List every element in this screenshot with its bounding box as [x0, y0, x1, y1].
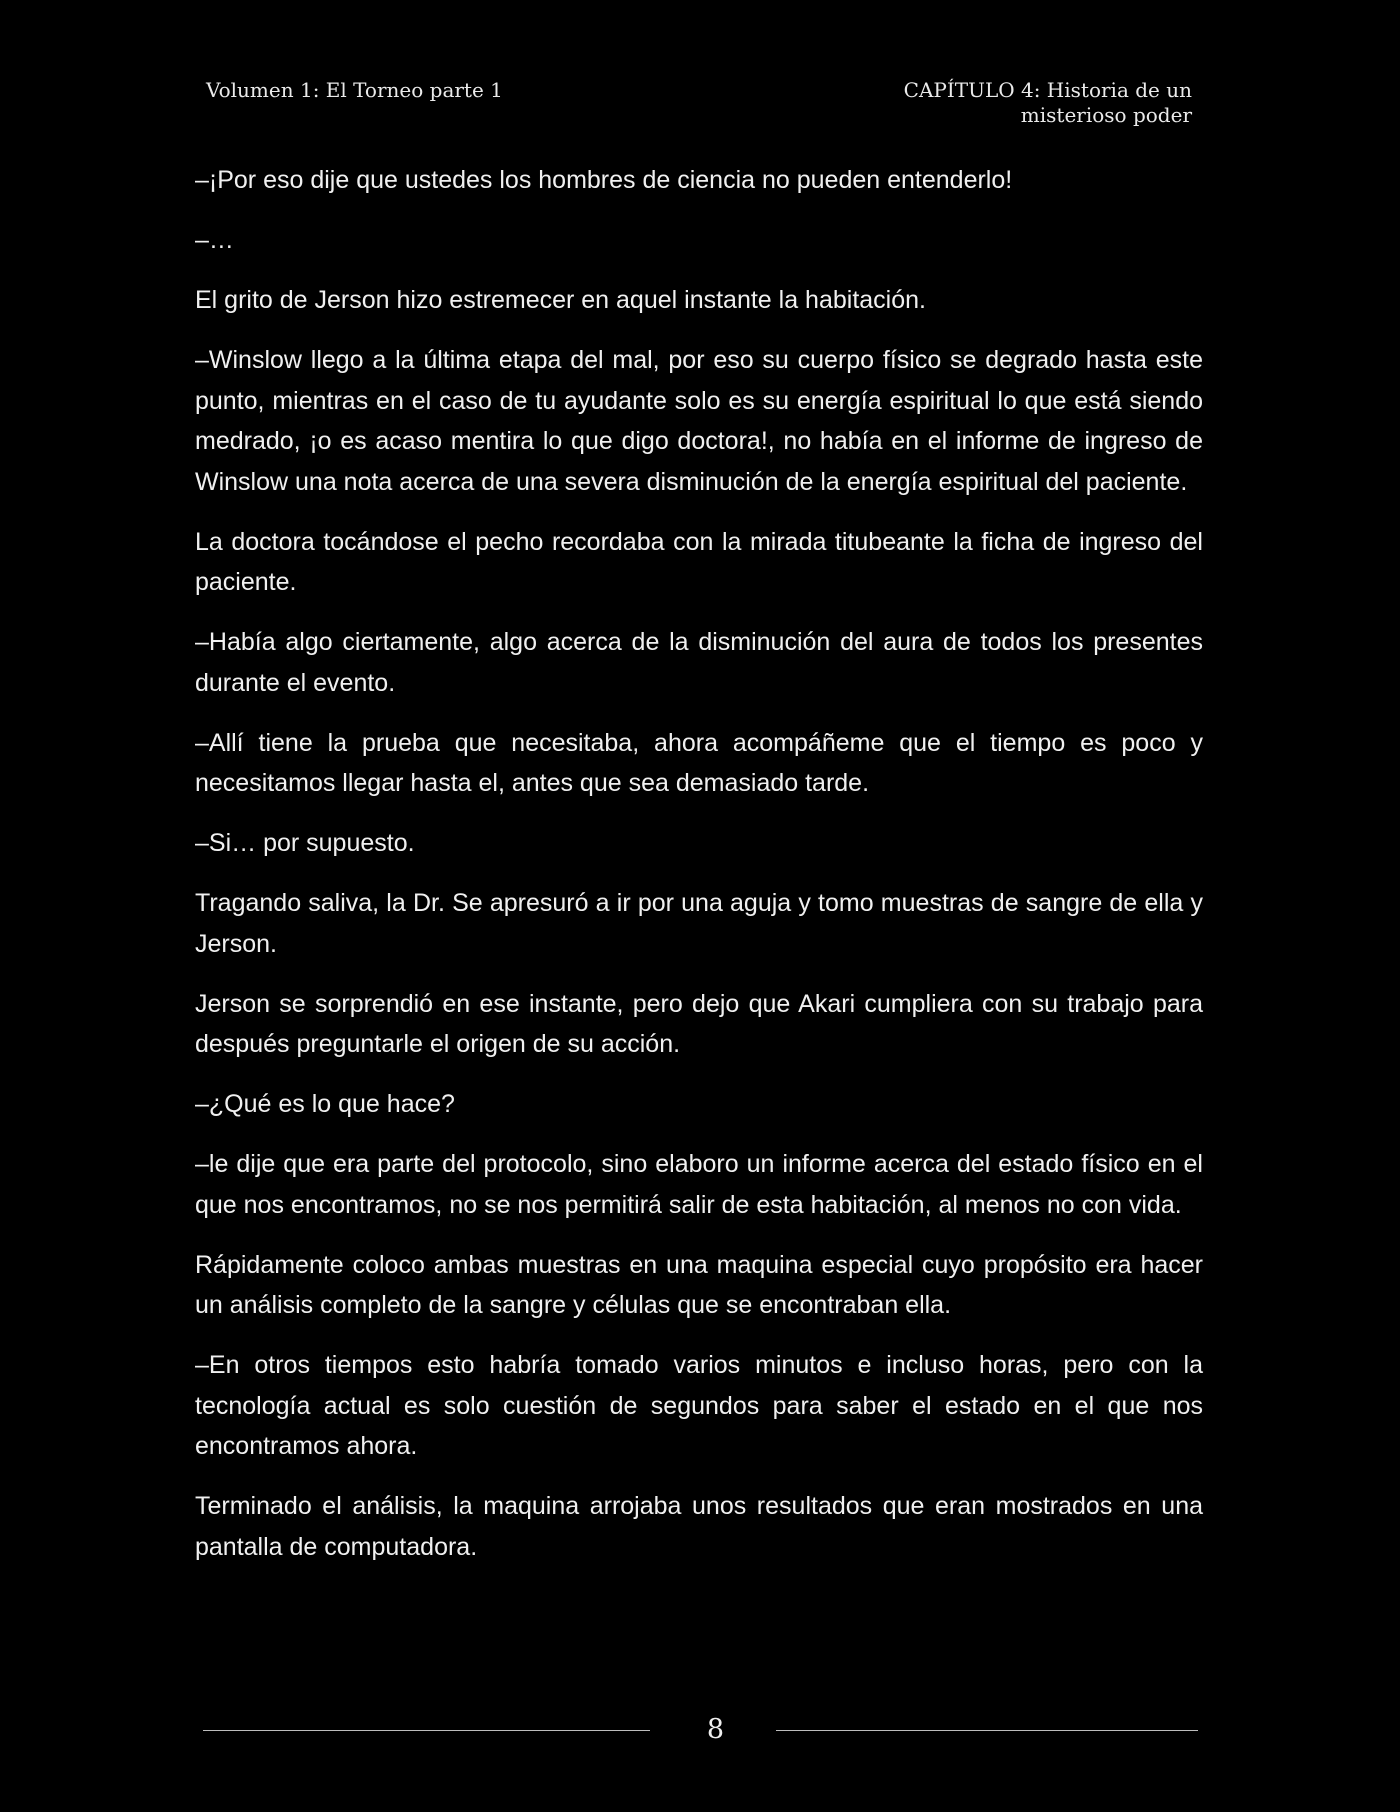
chapter-title-line-2: misterioso poder [1020, 103, 1192, 127]
paragraph: Rápidamente coloco ambas muestras en una maquina especial cuyo propósito era hacer un análisis completo de la sangre y células que se encontraban ella. [195, 1250, 1203, 1319]
paragraph: –Había algo ciertamente, algo acerca de la disminución del aura de todos los presentes durante el evento. [195, 628, 1203, 697]
paragraph: La doctora tocándose el pecho recordaba con la mirada titubeante la ficha de ingreso del paciente. [195, 527, 1203, 596]
paragraph: Terminado el análisis, la maquina arrojaba unos resultados que eran mostrados en una pantalla de computadora. [195, 1492, 1203, 1561]
paragraph: –¿Qué es lo que hace? [195, 1090, 455, 1118]
footer-rule-left [203, 1730, 650, 1731]
paragraph: –Winslow llego a la última etapa del mal, por eso su cuerpo físico se degrado hasta este punto, mientras en el caso de tu ayudante solo es su energía espiritual lo que está siendo medrado, ¡o es acaso mentira lo que digo doctora!, no había en el informe de ingreso de Winslow una nota acerca de una severa disminución de la energía espiritual del paciente. [195, 346, 1203, 496]
footer-rule-right [776, 1730, 1198, 1731]
chapter-title-line-1: CAPÍTULO 4: Historia de un [903, 78, 1192, 102]
page-number: 8 [706, 1714, 725, 1745]
page-body [195, 160, 1203, 1587]
paragraph: –En otros tiempos esto habría tomado varios minutos e incluso horas, pero con la tecnología actual es solo cuestión de segundos para saber el estado en el que nos encontramos ahora. [195, 1351, 1203, 1460]
paragraph: –¡Por eso dije que ustedes los hombres de ciencia no pueden entenderlo! [195, 166, 1013, 194]
chapter-title [872, 78, 1192, 128]
volume-title: Volumen 1: El Torneo parte 1 [206, 78, 503, 102]
paragraph: El grito de Jerson hizo estremecer en aquel instante la habitación. [195, 286, 926, 314]
paragraph: –le dije que era parte del protocolo, sino elaboro un informe acerca del estado físico en el que nos encontramos, no se nos permitirá salir de esta habitación, al menos no con vida. [195, 1150, 1203, 1219]
paragraph: –Si… por supuesto. [195, 829, 415, 857]
page-footer [203, 1710, 1198, 1754]
paragraph: –… [195, 226, 234, 254]
paragraph: –Allí tiene la prueba que necesitaba, ahora acompáñeme que el tiempo es poco y necesitamos llegar hasta el, antes que sea demasiado tarde. [195, 728, 1203, 797]
paragraph: Jerson se sorprendió en ese instante, pero dejo que Akari cumpliera con su trabajo para después preguntarle el origen de su acción. [195, 989, 1203, 1058]
paragraph: Tragando saliva, la Dr. Se apresuró a ir por una aguja y tomo muestras de sangre de ella y Jerson. [195, 889, 1203, 958]
